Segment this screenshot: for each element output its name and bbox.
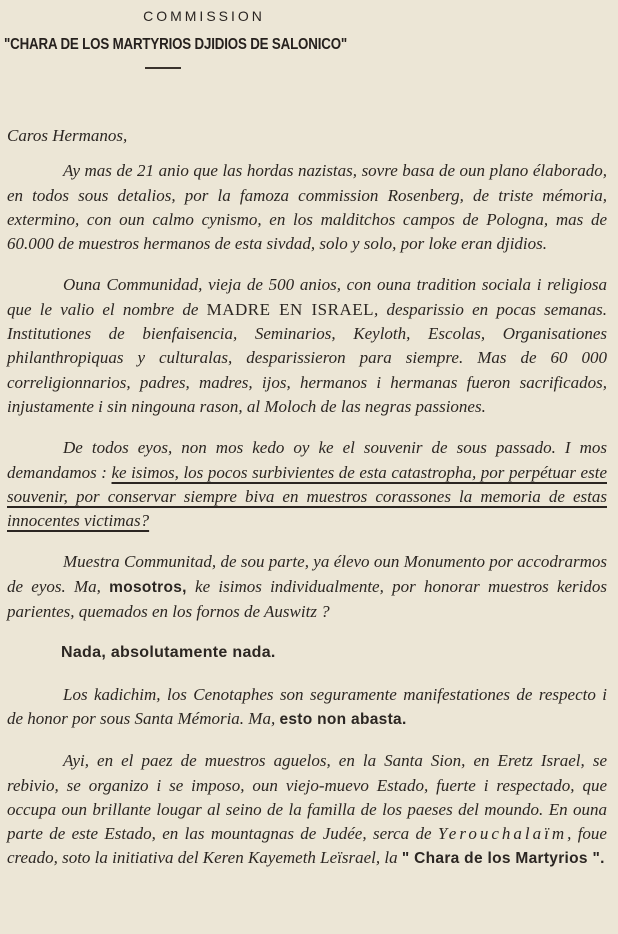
- paragraph-1: Ay mas de 21 anio que las hordas nazistas, sovre basa de oun plano élaborado, en todos sous detalios, por la famoza commission Rosenberg, de triste mémoria, extermino, con oun calmo cynismo, en los malditchos campos de Pologna, mas de 60.000 de muestros hermanos de esta sivdad, solo y solo, por loke eran djidios.: [7, 161, 607, 254]
- letter-body: [7, 124, 607, 872]
- bold-esto-non-abasta: esto non abasta.: [279, 710, 407, 728]
- paragraph-2: Ouna Communidad, vieja de 500 anios, con ouna tradition sociala i religiosa que le valio el nombre de MADRE EN ISRAEL, desparissio en pocas semanas. Institutiones de bienfaisencia, Seminarios, Keyloth, Escolas, Organisationes philanthropiquas y culturalas, desparissieron para siempre. Mas de 60 000 correligionnarios, padres, madres, ijos, hermanos i hermanas fueron sacrificados, injustamente i sin ningouna rason, al Moloch de las negras passiones.: [7, 275, 607, 416]
- bold-mosotros: mosotros,: [109, 578, 187, 596]
- underlined-question: ke isimos, los pocos surbivientes de esta catastropha, por perpétuar este souvenir, por conservar siempre biva en muestros corassones la memoria de estas innocentes victimas?: [7, 462, 607, 531]
- paragraph-4: Muestra Communitad, de sou parte, ya élevo oun Monumento por accodrarmos de eyos. Ma, mosotros, ke isimos individualmente, por honorar muestros keridos parientes, quemados en los fornos de Auswitz ?: [7, 552, 607, 622]
- caps-text: MADRE EN ISRAEL: [206, 299, 375, 319]
- header-rule: [145, 67, 181, 69]
- header-title: "CHARA DE LOS MARTYRIOS DJIDIOS DE SALONICO": [4, 36, 348, 53]
- header-commission: COMMISSION: [143, 8, 265, 24]
- paragraph-5: Los kadichim, los Cenotaphes son seguramente manifestationes de respecto i de honor por sous Santa Mémoria. Ma, esto non abasta.: [7, 684, 607, 728]
- paragraph-3: De todos eyos, non mos kedo oy ke el souvenir de sous passado. I mos demandamos : ke isimos, los pocos surbivientes de esta catastropha, por perpétuar este souvenir, por conservar siempre biva en muestros corassones la memoria de estas innocentes victimas?: [7, 438, 607, 531]
- salutation: Caros Hermanos,: [7, 126, 128, 145]
- paragraph-6: Ayi, en el paez de muestros aguelos, en la Santa Sion, en Eretz Israel, se rebivio, se organizo i se imposo, oun viejo-muevo Estado, fuerte i respectado, que occupa oun brillante lougar al seino de la familla de los paeses del moundo. En ouna parte de este Estado, en las mountagnas de Judée, serca de Yerouchalaïm, foue creado, soto la initiativa del Keren Kayemeth Leïsrael, la " Chara de los Martyrios ".: [7, 751, 607, 868]
- bold-chara-de-los-martyrios: " Chara de los Martyrios ".: [401, 850, 605, 868]
- spaced-yerouchalaim: Yerouchalaïm: [437, 824, 568, 844]
- nada-line: Nada, absolutamente nada.: [61, 644, 276, 662]
